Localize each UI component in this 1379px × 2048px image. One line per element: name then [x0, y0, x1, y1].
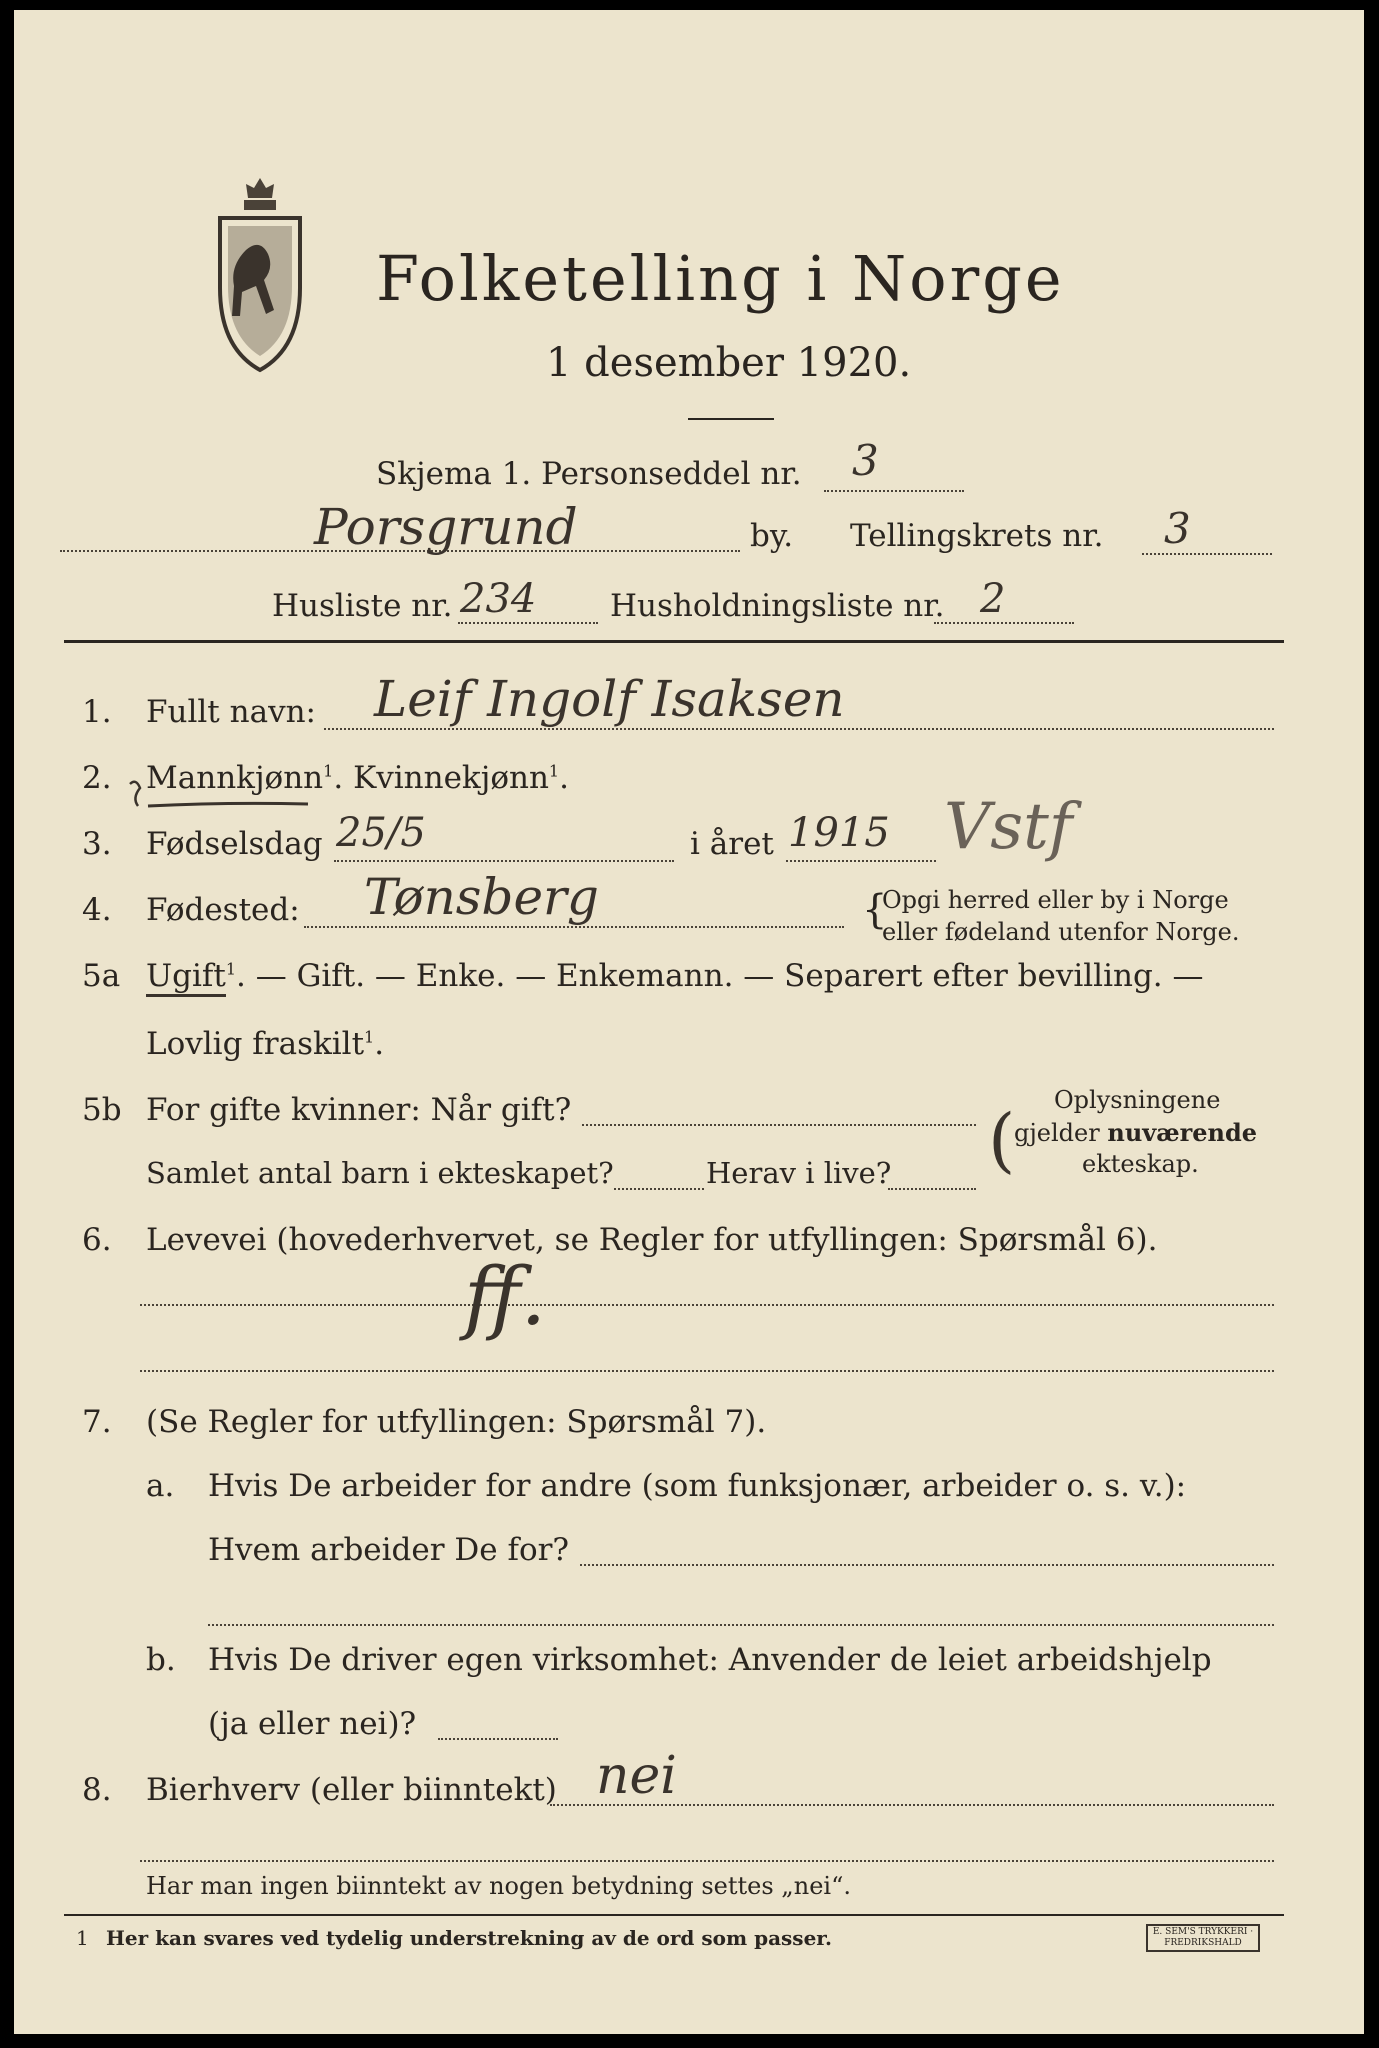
q7b-label-2: (ja eller nei)? [208, 1706, 417, 1742]
husholdningsliste-label: Husholdningsliste nr. [610, 588, 945, 624]
q4-label: Fødested: [146, 892, 300, 928]
q2-underline-mark [126, 774, 326, 814]
q5a-rest: — Gift. — Enke. — Enkemann. — Separert efter bevilling. — [255, 958, 1204, 994]
q5a-options: Ugift$^1$. — Gift. — Enke. — Enkemann. — Separert efter bevilling. — [146, 958, 1204, 994]
q1-label: Fullt navn: [146, 694, 316, 730]
census-form [14, 10, 1364, 2034]
q8-label: Bierhverv (eller biinntekt) [146, 1772, 557, 1808]
q2-options: Mannkjønn$^1$. Kvinnekjønn$^1$. [146, 760, 569, 796]
husliste-line [458, 622, 598, 624]
header-rule [64, 640, 1284, 643]
q4-note-2: eller fødeland utenfor Norge. [882, 918, 1240, 946]
q8-number: 8. [82, 1772, 112, 1808]
q1-value: Leif Ingolf Isaksen [374, 670, 845, 728]
q8-value: nei [596, 1746, 677, 1806]
printer-stamp: E. SEM'S TRYKKERI · FREDRIKSHALD [1146, 1924, 1260, 1952]
q4-value: Tønsberg [364, 868, 599, 926]
q5b-label-2: Samlet antal barn i ekteskapet? [146, 1156, 614, 1190]
coat-of-arms-icon [210, 170, 310, 380]
q5b-married-line [582, 1124, 976, 1126]
title-divider [688, 418, 774, 420]
q5a-number: 5a [82, 958, 121, 994]
q3-year-value: 1915 [788, 810, 890, 856]
q3-number: 3. [82, 826, 112, 862]
tellingskrets-value: 3 [1164, 504, 1191, 553]
q5b-note-1: Oplysningene [1054, 1086, 1221, 1114]
q5b-label-1: For gifte kvinner: Når gift? [146, 1092, 572, 1128]
husholdningsliste-value: 2 [980, 576, 1006, 622]
q6-value: ff. [464, 1250, 547, 1343]
q2-kvinnekjonn: Kvinnekjønn [353, 760, 549, 796]
q2-number: 2. [82, 760, 112, 796]
tellingskrets-line [1142, 553, 1272, 555]
q7b-number: b. [146, 1642, 176, 1678]
q2-mannkjonn: Mannkjønn [146, 760, 324, 796]
q1-number: 1. [82, 694, 112, 730]
q7a-label-1: Hvis De arbeider for andre (som funksjonær, arbeider o. s. v.): [208, 1468, 1187, 1504]
q6-line-2 [140, 1370, 1274, 1372]
q3-year-label: i året [690, 826, 774, 862]
q6-line-1 [140, 1304, 1274, 1306]
q7a-line-2 [208, 1624, 1274, 1626]
q6-label: Levevei (hovederhvervet, se Regler for utfyllingen: Spørsmål 6). [146, 1222, 1158, 1258]
husliste-value: 234 [460, 576, 537, 622]
q3-value: 25/5 [336, 810, 426, 856]
q5b-note-3: ekteskap. [1082, 1150, 1199, 1178]
biinntekt-note: Har man ingen biinntekt av nogen betydning settes „nei“. [146, 1872, 851, 1900]
tellingskrets-label: Tellingskrets nr. [850, 518, 1104, 554]
q7-label: (Se Regler for utfyllingen: Spørsmål 7). [146, 1404, 767, 1440]
by-label: by. [750, 518, 794, 554]
q7-number: 7. [82, 1404, 112, 1440]
personseddel-value: 3 [852, 436, 879, 485]
q1-line [324, 728, 1274, 730]
form-title: Folketelling i Norge [376, 242, 1065, 315]
husholdningsliste-line [934, 622, 1074, 624]
q5b-children-line [614, 1188, 704, 1190]
q3-pencil-mark: Vstf [944, 790, 1073, 864]
footnote-mark: 1 [76, 1926, 89, 1950]
personseddel-line [824, 490, 964, 492]
census-date: 1 desember 1920. [546, 340, 912, 386]
skjema-label: Skjema 1. Personseddel nr. [376, 456, 802, 492]
footnote: Her kan svares ved tydelig understrekning av de ord som passer. [106, 1926, 832, 1950]
q5b-number: 5b [82, 1092, 122, 1128]
q5b-alive-line [888, 1188, 976, 1190]
q3-label: Fødselsdag [146, 826, 323, 862]
q7b-label-1: Hvis De driver egen virksomhet: Anvender de leiet arbeidshjelp [208, 1642, 1212, 1678]
q5a-line2: Lovlig fraskilt$^1$. [146, 1026, 385, 1062]
husliste-label: Husliste nr. [272, 588, 453, 624]
q7b-line [438, 1738, 558, 1740]
q5b-brace: ( [988, 1099, 1016, 1181]
q5b-label-3: Herav i live? [706, 1156, 892, 1190]
q4-note-1: Opgi herred eller by i Norge [882, 886, 1229, 914]
q5a-ugift: Ugift [146, 958, 226, 997]
q4-brace: { [862, 887, 888, 933]
q3-year-line [786, 860, 936, 862]
q6-number: 6. [82, 1222, 112, 1258]
by-value: Porsgrund [314, 498, 578, 556]
q8-line-2 [140, 1860, 1274, 1862]
q5b-note-2: gjelder nuværende [1014, 1118, 1258, 1147]
q4-line [304, 926, 844, 928]
q4-number: 4. [82, 892, 112, 928]
q7a-line-1 [580, 1564, 1274, 1566]
q7a-number: a. [146, 1468, 175, 1504]
footer-rule [64, 1914, 1284, 1916]
q7a-label-2: Hvem arbeider De for? [208, 1532, 570, 1568]
q3-day-line [334, 860, 674, 862]
